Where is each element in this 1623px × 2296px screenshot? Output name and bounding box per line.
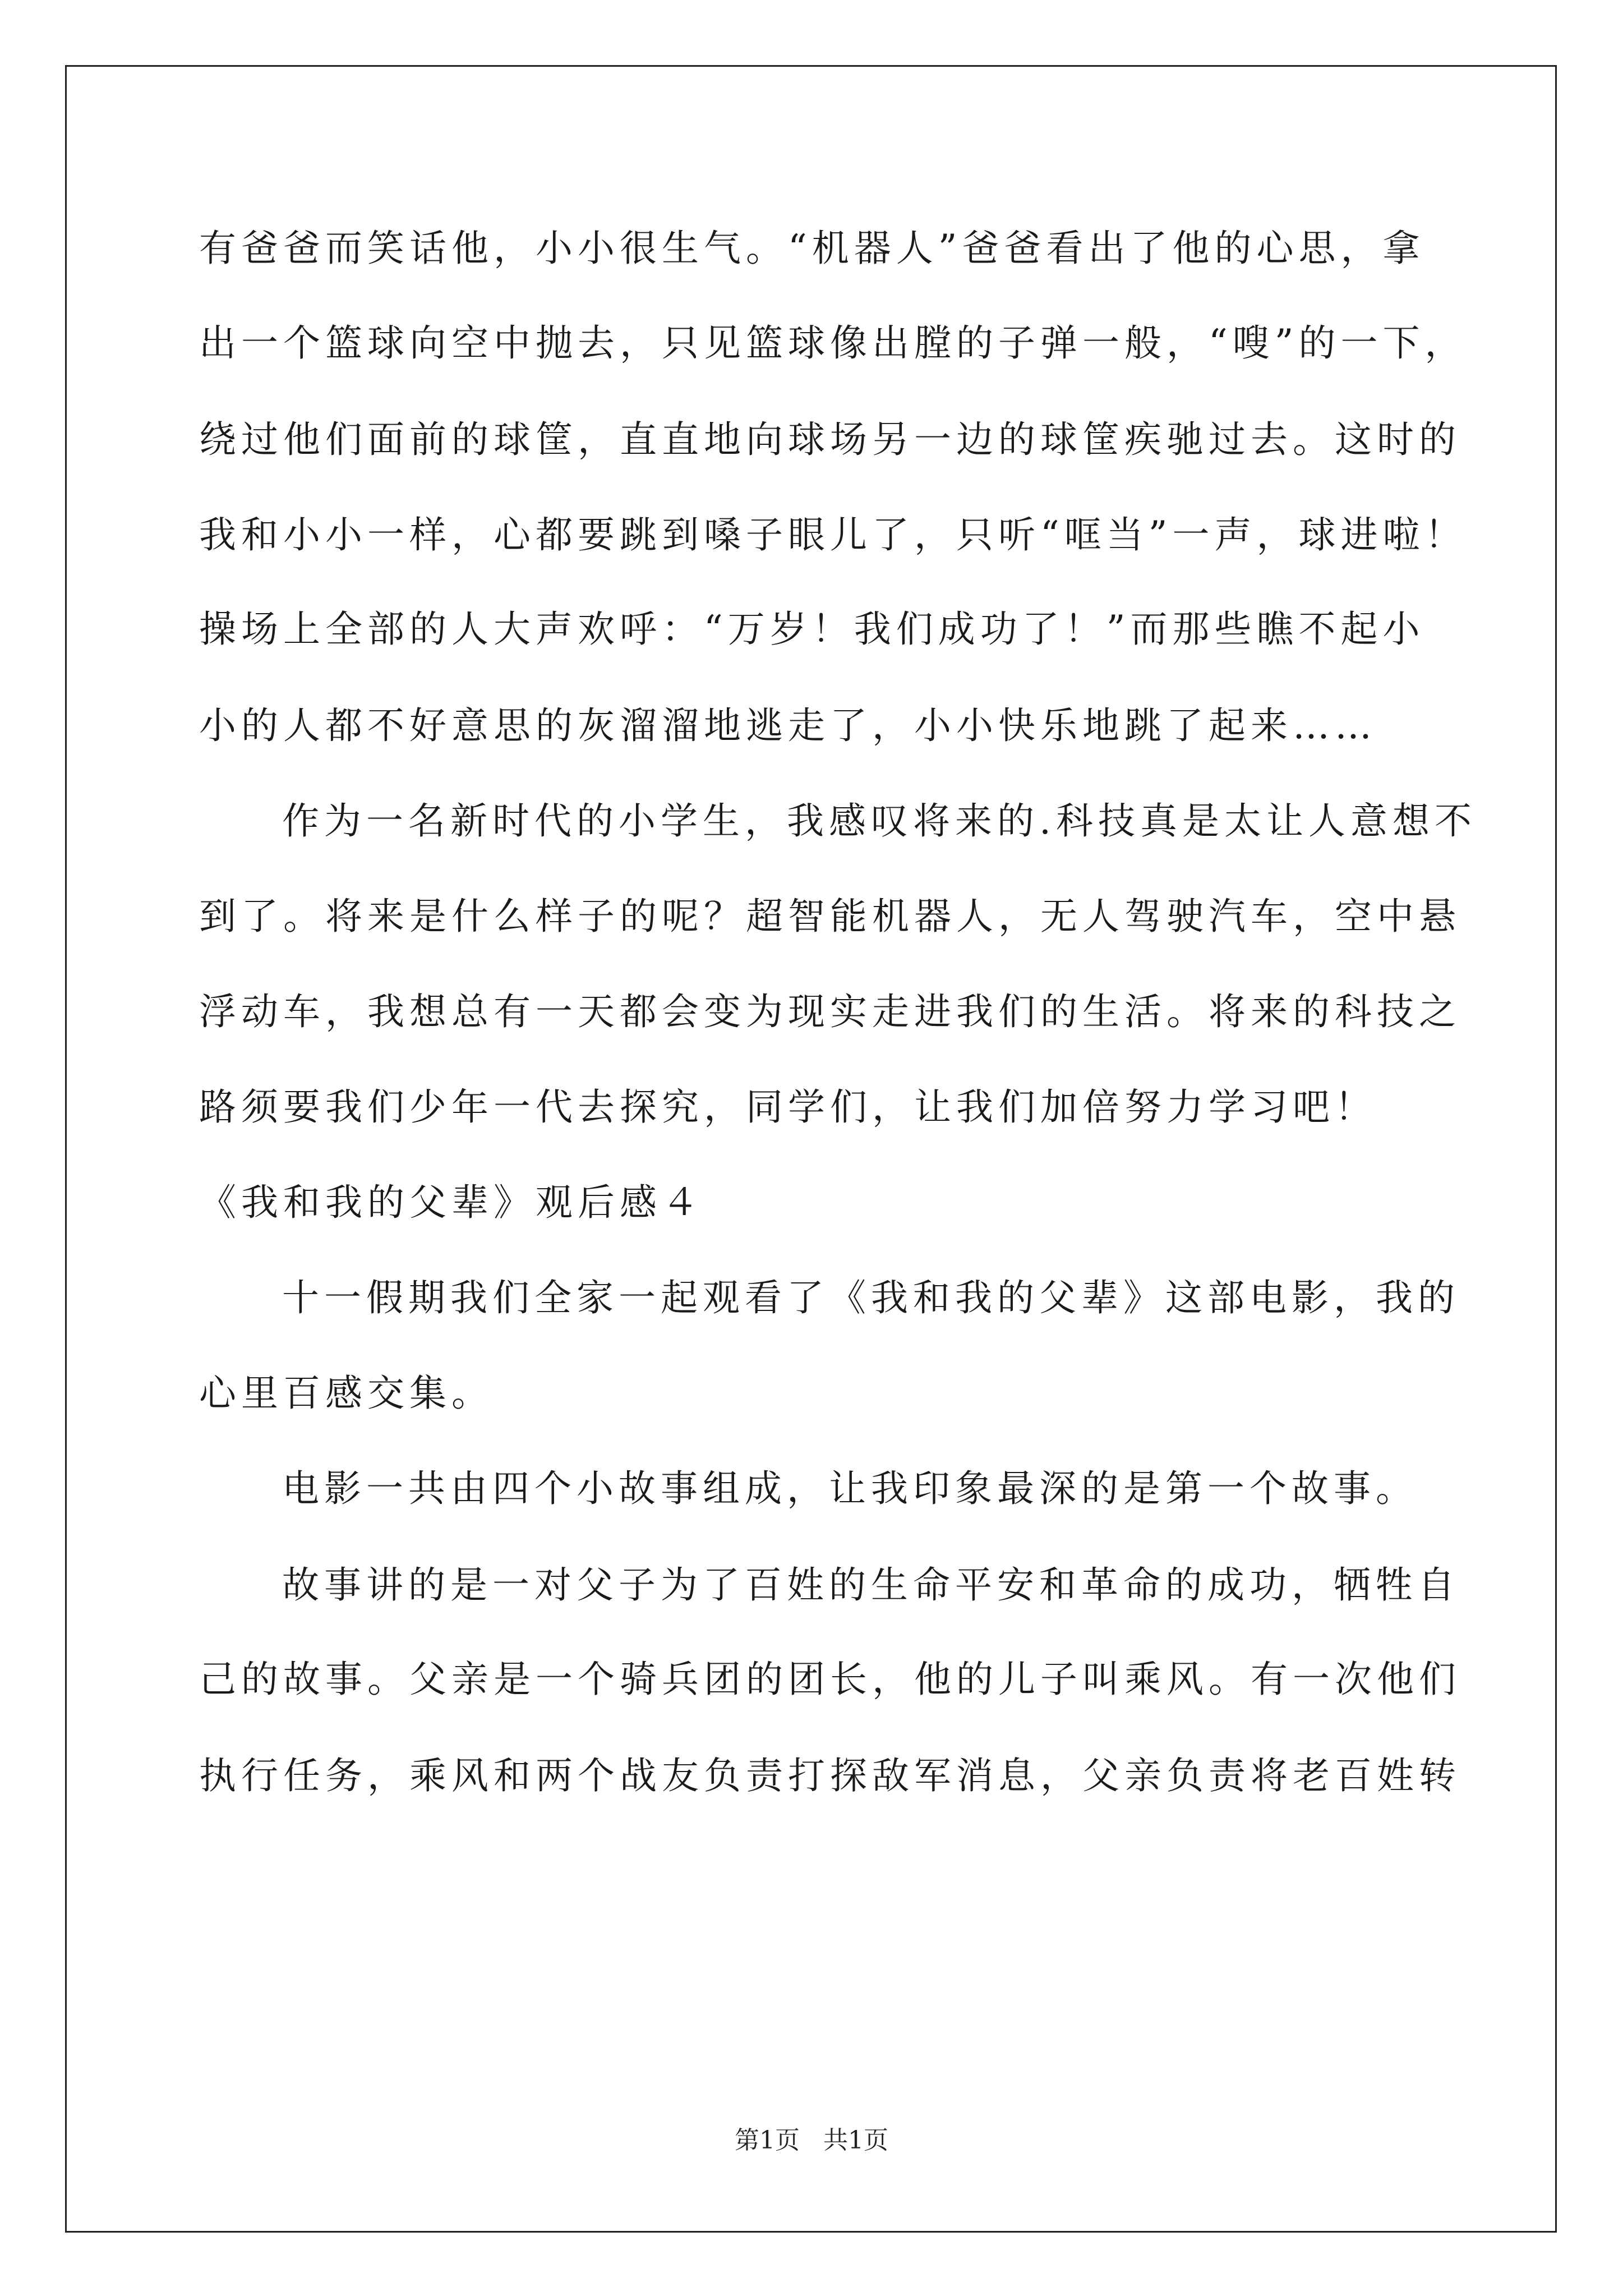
text-line-5: 操场上全部的人大声欢呼：“万岁！我们成功了！”而那些瞧不起小 [199, 608, 1425, 651]
text-line-4: 我和小小一样，心都要跳到嗓子眼儿了，只听“哐当”一声，球进啦！ [199, 513, 1467, 556]
text-line-2: 出一个篮球向空中抛去，只见篮球像出膛的子弹一般，“嗖”的一下， [199, 321, 1467, 365]
text-line-10: 路须要我们少年一代去探究，同学们，让我们加倍努力学习吧！ [199, 1085, 1377, 1129]
text-line-8: 到了。将来是什么样子的呢？超智能机器人，无人驾驶汽车，空中悬 [199, 895, 1461, 938]
text-line-7: 作为一名新时代的小学生，我感叹将来的.科技真是太让人意想不 [282, 799, 1477, 843]
text-line-14: 电影一共由四个小故事组成，让我印象最深的是第一个故事。 [282, 1467, 1418, 1510]
text-line-9: 浮动车，我想总有一天都会变为现实走进我们的生活。将来的科技之 [199, 990, 1461, 1033]
text-line-12: 十一假期我们全家一起观看了《我和我的父辈》这部电影，我的 [282, 1276, 1460, 1319]
text-line-16: 己的故事。父亲是一个骑兵团的团长，他的儿子叫乘风。有一次他们 [199, 1658, 1461, 1701]
text-line-17: 执行任务，乘风和两个战友负责打探敌军消息，父亲负责将老百姓转 [199, 1754, 1461, 1797]
text-line-1: 有爸爸而笑话他，小小很生气。“机器人”爸爸看出了他的心思，拿 [199, 227, 1425, 270]
text-line-13: 心里百感交集。 [199, 1372, 494, 1415]
text-line-15: 故事讲的是一对父子为了百姓的生命平安和革命的成功，牺牲自 [282, 1563, 1460, 1607]
section-title: 《我和我的父辈》观后感４ [199, 1181, 704, 1224]
page-border [65, 65, 1557, 2233]
page-number: 第1页 [735, 2126, 800, 2155]
page-footer [0, 2125, 1623, 2156]
page-total: 共1页 [823, 2126, 888, 2155]
text-line-3: 绕过他们面前的球筐，直直地向球场另一边的球筐疾驰过去。这时的 [199, 418, 1461, 461]
text-line-6: 小的人都不好意思的灰溜溜地逃走了，小小快乐地跳了起来…… [199, 704, 1377, 747]
